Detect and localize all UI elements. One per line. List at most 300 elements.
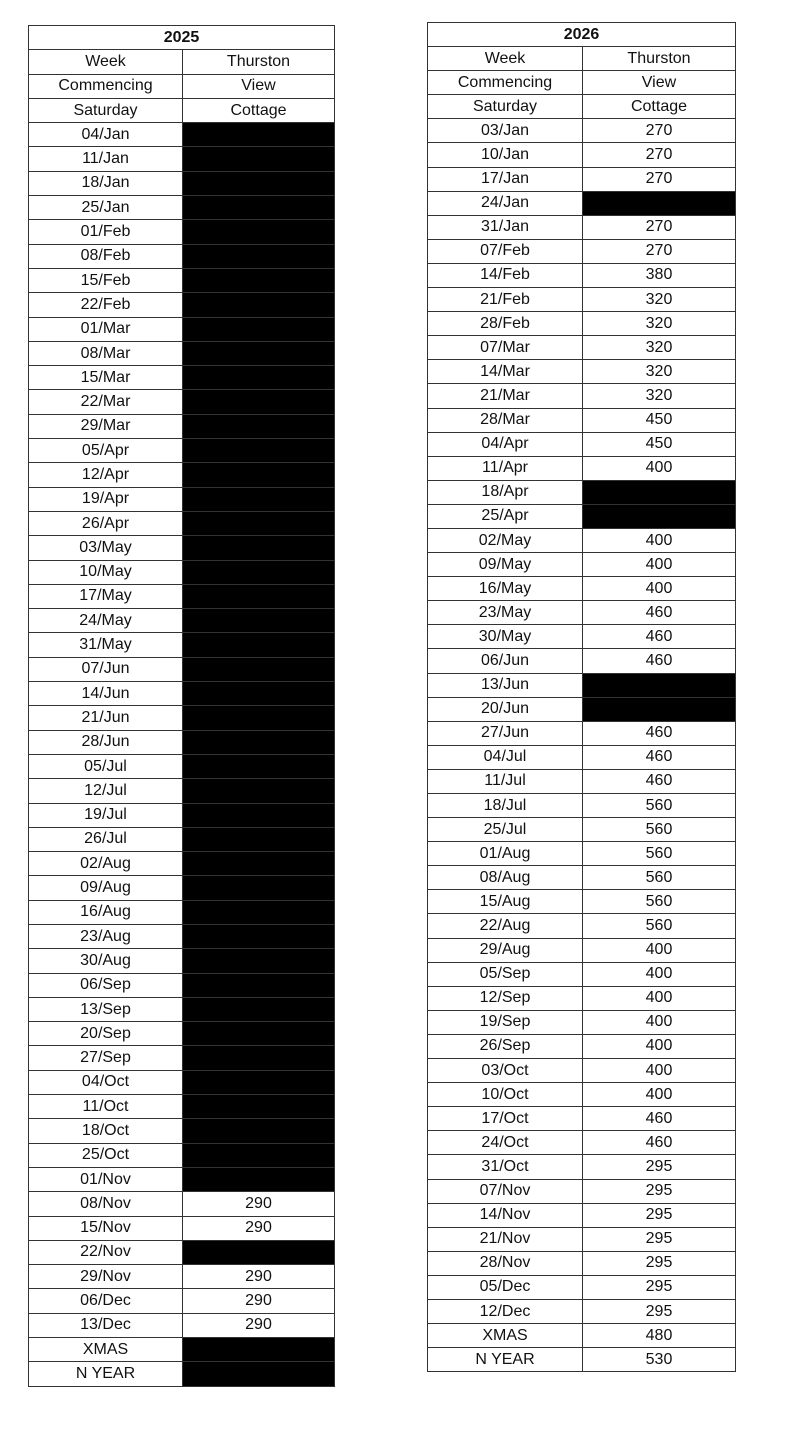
- price-cell: 460: [583, 721, 736, 745]
- table-row: [29, 341, 335, 365]
- week-cell: 15/Feb: [29, 268, 183, 292]
- week-cell: 09/May: [428, 553, 583, 577]
- week-cell: 27/Jun: [428, 721, 583, 745]
- price-cell: 320: [583, 384, 736, 408]
- table-row: [29, 924, 335, 948]
- price-cell: 295: [583, 1275, 736, 1299]
- price-cell: 400: [583, 1059, 736, 1083]
- week-cell: 17/May: [29, 584, 183, 608]
- table-row: [29, 390, 335, 414]
- price-cell: 400: [583, 528, 736, 552]
- redacted-price-cell: [583, 673, 736, 697]
- table-row: [29, 1338, 335, 1362]
- week-cell: 28/Nov: [428, 1251, 583, 1275]
- week-cell: 15/Mar: [29, 366, 183, 390]
- redacted-price-cell: [183, 463, 335, 487]
- table-row: [428, 143, 736, 167]
- week-cell: 06/Jun: [428, 649, 583, 673]
- redacted-price-cell: [183, 439, 335, 463]
- price-cell: 380: [583, 263, 736, 287]
- price-cell: 400: [583, 1010, 736, 1034]
- week-cell: 11/Oct: [29, 1095, 183, 1119]
- price-cell: 560: [583, 866, 736, 890]
- price-cell: 270: [583, 167, 736, 191]
- price-cell: 270: [583, 215, 736, 239]
- table-row: [428, 1348, 736, 1372]
- redacted-price-cell: [183, 293, 335, 317]
- table-row: [428, 1324, 736, 1348]
- week-cell: 16/Aug: [29, 900, 183, 924]
- redacted-price-cell: [183, 900, 335, 924]
- table-row: [428, 794, 736, 818]
- price-cell: 295: [583, 1227, 736, 1251]
- table-row: [29, 463, 335, 487]
- week-cell: 06/Dec: [29, 1289, 183, 1313]
- rate-table-2025: [28, 25, 335, 1387]
- table-row: [428, 1010, 736, 1034]
- redacted-price-cell: [583, 504, 736, 528]
- redacted-price-cell: [183, 973, 335, 997]
- week-cell: 24/Jan: [428, 191, 583, 215]
- redacted-price-cell: [183, 779, 335, 803]
- table-row: [29, 584, 335, 608]
- week-column-header: Saturday: [428, 95, 583, 119]
- week-cell: 14/Nov: [428, 1203, 583, 1227]
- week-cell: 12/Apr: [29, 463, 183, 487]
- table-row: [428, 866, 736, 890]
- table-row: [29, 609, 335, 633]
- week-cell: 28/Jun: [29, 730, 183, 754]
- week-cell: XMAS: [428, 1324, 583, 1348]
- table-row: [428, 384, 736, 408]
- week-cell: 03/Jan: [428, 119, 583, 143]
- week-cell: 12/Sep: [428, 986, 583, 1010]
- table-row: [428, 360, 736, 384]
- table-row: [428, 1155, 736, 1179]
- week-cell: 04/Apr: [428, 432, 583, 456]
- table-row: [29, 730, 335, 754]
- week-cell: 08/Aug: [428, 866, 583, 890]
- table-row: [428, 577, 736, 601]
- table-row: [428, 1179, 736, 1203]
- table-row: [29, 633, 335, 657]
- table-row: [428, 215, 736, 239]
- table-row: [29, 511, 335, 535]
- redacted-price-cell: [183, 706, 335, 730]
- redacted-price-cell: [183, 827, 335, 851]
- redacted-price-cell: [183, 997, 335, 1021]
- price-cell: 560: [583, 794, 736, 818]
- redacted-price-cell: [183, 487, 335, 511]
- price-cell: 290: [183, 1216, 335, 1240]
- week-cell: 10/Jan: [428, 143, 583, 167]
- price-cell: 270: [583, 239, 736, 263]
- table-row: [29, 293, 335, 317]
- price-cell: 530: [583, 1348, 736, 1372]
- week-cell: 22/Mar: [29, 390, 183, 414]
- header-row: [29, 98, 335, 122]
- table-row: [29, 706, 335, 730]
- week-column-header: Week: [29, 50, 183, 74]
- table-row: [29, 487, 335, 511]
- week-cell: 14/Feb: [428, 263, 583, 287]
- week-column-header: Commencing: [29, 74, 183, 98]
- week-cell: 13/Sep: [29, 997, 183, 1021]
- week-cell: XMAS: [29, 1338, 183, 1362]
- week-cell: 16/May: [428, 577, 583, 601]
- table-row: [29, 1022, 335, 1046]
- price-cell: 400: [583, 986, 736, 1010]
- price-cell: 295: [583, 1251, 736, 1275]
- week-cell: 12/Dec: [428, 1299, 583, 1323]
- table-row: [29, 1167, 335, 1191]
- table-row: [29, 1313, 335, 1337]
- week-cell: 21/Jun: [29, 706, 183, 730]
- week-cell: 24/Oct: [428, 1131, 583, 1155]
- property-column-header: Cottage: [183, 98, 335, 122]
- price-cell: 290: [183, 1313, 335, 1337]
- price-cell: 400: [583, 456, 736, 480]
- table-row: [29, 682, 335, 706]
- redacted-price-cell: [183, 123, 335, 147]
- week-cell: 31/Jan: [428, 215, 583, 239]
- price-cell: 460: [583, 625, 736, 649]
- price-cell: 290: [183, 1289, 335, 1313]
- redacted-price-cell: [183, 1240, 335, 1264]
- redacted-price-cell: [183, 1362, 335, 1386]
- table-row: [428, 601, 736, 625]
- table-row: [29, 1362, 335, 1386]
- table-row: [428, 986, 736, 1010]
- redacted-price-cell: [183, 536, 335, 560]
- price-cell: 400: [583, 1083, 736, 1107]
- week-cell: 25/Jul: [428, 818, 583, 842]
- table-row: [29, 439, 335, 463]
- redacted-price-cell: [183, 949, 335, 973]
- redacted-price-cell: [583, 480, 736, 504]
- week-cell: 12/Jul: [29, 779, 183, 803]
- table-row: [29, 366, 335, 390]
- week-cell: 30/Aug: [29, 949, 183, 973]
- table-row: [29, 536, 335, 560]
- table-row: [428, 119, 736, 143]
- redacted-price-cell: [183, 268, 335, 292]
- table-row: [29, 973, 335, 997]
- redacted-price-cell: [183, 1022, 335, 1046]
- week-cell: 23/May: [428, 601, 583, 625]
- week-cell: 18/Oct: [29, 1119, 183, 1143]
- week-cell: 25/Oct: [29, 1143, 183, 1167]
- table-row: [428, 938, 736, 962]
- price-cell: 295: [583, 1203, 736, 1227]
- property-column-header: Cottage: [583, 95, 736, 119]
- week-cell: 05/Jul: [29, 754, 183, 778]
- week-cell: 02/Aug: [29, 852, 183, 876]
- table-row: [428, 818, 736, 842]
- property-column-header: View: [183, 74, 335, 98]
- redacted-price-cell: [583, 191, 736, 215]
- week-cell: 05/Sep: [428, 962, 583, 986]
- week-cell: 15/Nov: [29, 1216, 183, 1240]
- table-row: [428, 167, 736, 191]
- price-cell: 480: [583, 1324, 736, 1348]
- table-row: [29, 414, 335, 438]
- week-cell: 21/Mar: [428, 384, 583, 408]
- week-cell: 11/Jul: [428, 769, 583, 793]
- week-cell: 05/Apr: [29, 439, 183, 463]
- year-header-row: [428, 23, 736, 47]
- table-row: [428, 263, 736, 287]
- redacted-price-cell: [183, 196, 335, 220]
- table-row: [428, 721, 736, 745]
- redacted-price-cell: [183, 1070, 335, 1094]
- table-row: [428, 336, 736, 360]
- week-cell: 05/Dec: [428, 1275, 583, 1299]
- redacted-price-cell: [183, 754, 335, 778]
- table-row: [29, 317, 335, 341]
- price-cell: 450: [583, 432, 736, 456]
- table-row: [428, 456, 736, 480]
- price-cell: 295: [583, 1299, 736, 1323]
- table-row: [428, 312, 736, 336]
- rate-table-2026: [427, 22, 736, 1372]
- table-row: [428, 962, 736, 986]
- table-row: [29, 754, 335, 778]
- table-row: [29, 1046, 335, 1070]
- rate-rows: [428, 119, 736, 1372]
- week-cell: 01/Aug: [428, 842, 583, 866]
- table-row: [29, 123, 335, 147]
- price-cell: 320: [583, 360, 736, 384]
- table-row: [428, 528, 736, 552]
- table-row: [428, 1034, 736, 1058]
- week-cell: 11/Apr: [428, 456, 583, 480]
- redacted-price-cell: [183, 414, 335, 438]
- week-cell: 08/Nov: [29, 1192, 183, 1216]
- price-cell: 460: [583, 601, 736, 625]
- table-row: [29, 997, 335, 1021]
- week-cell: 13/Dec: [29, 1313, 183, 1337]
- week-cell: 11/Jan: [29, 147, 183, 171]
- redacted-price-cell: [183, 1119, 335, 1143]
- redacted-price-cell: [183, 171, 335, 195]
- week-cell: 08/Feb: [29, 244, 183, 268]
- price-cell: 400: [583, 553, 736, 577]
- price-cell: 560: [583, 914, 736, 938]
- price-cell: 460: [583, 1107, 736, 1131]
- table-row: [29, 1192, 335, 1216]
- table-row: [29, 244, 335, 268]
- week-cell: 13/Jun: [428, 673, 583, 697]
- year-heading: 2026: [428, 23, 736, 47]
- table-row: [29, 1265, 335, 1289]
- week-cell: 07/Jun: [29, 657, 183, 681]
- table-row: [428, 480, 736, 504]
- table-row: [29, 171, 335, 195]
- redacted-price-cell: [583, 697, 736, 721]
- week-cell: 28/Mar: [428, 408, 583, 432]
- table-row: [428, 1227, 736, 1251]
- price-cell: 270: [583, 143, 736, 167]
- week-cell: 02/May: [428, 528, 583, 552]
- week-cell: 26/Sep: [428, 1034, 583, 1058]
- table-row: [428, 1059, 736, 1083]
- table-row: [428, 769, 736, 793]
- price-cell: 320: [583, 288, 736, 312]
- week-cell: 19/Apr: [29, 487, 183, 511]
- table-row: [428, 625, 736, 649]
- week-column-header: Week: [428, 47, 583, 71]
- week-cell: 04/Jan: [29, 123, 183, 147]
- week-cell: 21/Nov: [428, 1227, 583, 1251]
- week-cell: 29/Nov: [29, 1265, 183, 1289]
- price-cell: 270: [583, 119, 736, 143]
- week-cell: 29/Mar: [29, 414, 183, 438]
- price-cell: 400: [583, 938, 736, 962]
- price-cell: 460: [583, 769, 736, 793]
- price-cell: 295: [583, 1155, 736, 1179]
- week-column-header: Commencing: [428, 71, 583, 95]
- week-cell: N YEAR: [428, 1348, 583, 1372]
- week-cell: 20/Jun: [428, 697, 583, 721]
- week-cell: 04/Jul: [428, 745, 583, 769]
- table-row: [428, 553, 736, 577]
- table-row: [428, 1203, 736, 1227]
- redacted-price-cell: [183, 560, 335, 584]
- year-header-row: [29, 26, 335, 50]
- redacted-price-cell: [183, 244, 335, 268]
- table-row: [428, 504, 736, 528]
- table-row: [29, 779, 335, 803]
- redacted-price-cell: [183, 341, 335, 365]
- table-row: [29, 1070, 335, 1094]
- week-cell: 20/Sep: [29, 1022, 183, 1046]
- week-cell: 18/Jan: [29, 171, 183, 195]
- year-heading: 2025: [29, 26, 335, 50]
- price-cell: 400: [583, 577, 736, 601]
- week-cell: 22/Aug: [428, 914, 583, 938]
- table-row: [428, 842, 736, 866]
- redacted-price-cell: [183, 147, 335, 171]
- week-cell: 22/Nov: [29, 1240, 183, 1264]
- redacted-price-cell: [183, 220, 335, 244]
- table-row: [428, 239, 736, 263]
- week-cell: 14/Jun: [29, 682, 183, 706]
- week-cell: 06/Sep: [29, 973, 183, 997]
- table-row: [428, 697, 736, 721]
- week-cell: 29/Aug: [428, 938, 583, 962]
- week-cell: 18/Apr: [428, 480, 583, 504]
- price-cell: 560: [583, 890, 736, 914]
- table-row: [29, 1095, 335, 1119]
- redacted-price-cell: [183, 1143, 335, 1167]
- table-row: [29, 196, 335, 220]
- week-cell: 26/Jul: [29, 827, 183, 851]
- price-cell: 450: [583, 408, 736, 432]
- price-cell: 290: [183, 1192, 335, 1216]
- price-cell: 460: [583, 745, 736, 769]
- week-cell: 18/Jul: [428, 794, 583, 818]
- price-cell: 400: [583, 1034, 736, 1058]
- price-cell: 295: [583, 1179, 736, 1203]
- table-row: [29, 657, 335, 681]
- week-cell: 25/Jan: [29, 196, 183, 220]
- redacted-price-cell: [183, 584, 335, 608]
- week-cell: 31/May: [29, 633, 183, 657]
- table-row: [428, 914, 736, 938]
- price-cell: 320: [583, 312, 736, 336]
- redacted-price-cell: [183, 390, 335, 414]
- header-row: [29, 50, 335, 74]
- property-column-header: Thurston: [183, 50, 335, 74]
- table-row: [428, 649, 736, 673]
- week-cell: 09/Aug: [29, 876, 183, 900]
- redacted-price-cell: [183, 852, 335, 876]
- table-row: [29, 803, 335, 827]
- table-row: [428, 408, 736, 432]
- table-row: [428, 191, 736, 215]
- redacted-price-cell: [183, 924, 335, 948]
- redacted-price-cell: [183, 1167, 335, 1191]
- week-cell: 27/Sep: [29, 1046, 183, 1070]
- redacted-price-cell: [183, 317, 335, 341]
- redacted-price-cell: [183, 876, 335, 900]
- redacted-price-cell: [183, 511, 335, 535]
- table-row: [428, 1299, 736, 1323]
- redacted-price-cell: [183, 633, 335, 657]
- week-cell: 30/May: [428, 625, 583, 649]
- week-cell: 10/Oct: [428, 1083, 583, 1107]
- week-cell: 22/Feb: [29, 293, 183, 317]
- redacted-price-cell: [183, 803, 335, 827]
- table-row: [428, 1131, 736, 1155]
- price-cell: 560: [583, 842, 736, 866]
- table-row: [428, 673, 736, 697]
- week-cell: N YEAR: [29, 1362, 183, 1386]
- week-cell: 08/Mar: [29, 341, 183, 365]
- week-cell: 17/Jan: [428, 167, 583, 191]
- week-cell: 17/Oct: [428, 1107, 583, 1131]
- week-cell: 19/Jul: [29, 803, 183, 827]
- week-cell: 28/Feb: [428, 312, 583, 336]
- week-cell: 01/Mar: [29, 317, 183, 341]
- table-row: [428, 745, 736, 769]
- price-cell: 460: [583, 1131, 736, 1155]
- redacted-price-cell: [183, 1046, 335, 1070]
- week-cell: 10/May: [29, 560, 183, 584]
- week-cell: 23/Aug: [29, 924, 183, 948]
- week-cell: 04/Oct: [29, 1070, 183, 1094]
- week-cell: 03/May: [29, 536, 183, 560]
- week-cell: 25/Apr: [428, 504, 583, 528]
- price-cell: 290: [183, 1265, 335, 1289]
- header-row: [428, 71, 736, 95]
- redacted-price-cell: [183, 609, 335, 633]
- week-cell: 01/Nov: [29, 1167, 183, 1191]
- table-row: [29, 1216, 335, 1240]
- header-row: [428, 95, 736, 119]
- table-row: [29, 876, 335, 900]
- table-row: [29, 949, 335, 973]
- redacted-price-cell: [183, 366, 335, 390]
- price-cell: 320: [583, 336, 736, 360]
- table-row: [428, 1275, 736, 1299]
- table-row: [29, 268, 335, 292]
- week-cell: 31/Oct: [428, 1155, 583, 1179]
- table-row: [428, 1251, 736, 1275]
- table-row: [29, 852, 335, 876]
- week-cell: 19/Sep: [428, 1010, 583, 1034]
